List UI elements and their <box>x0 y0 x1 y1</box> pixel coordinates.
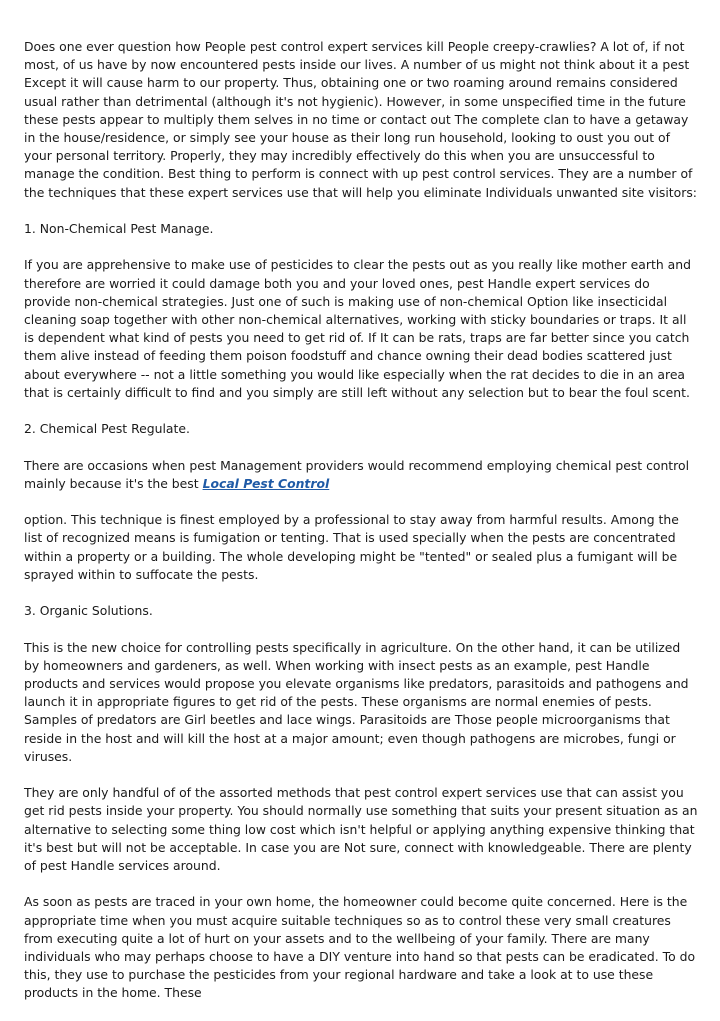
article-body <box>24 38 698 1021</box>
heading-non-chemical: 1. Non-Chemical Pest Manage. <box>24 221 214 237</box>
heading-chemical: 2. Chemical Pest Regulate. <box>24 421 190 437</box>
heading-organic: 3. Organic Solutions. <box>24 603 153 619</box>
local-pest-control-link[interactable]: Local Pest Control <box>202 475 330 491</box>
paragraph-summary: They are only handful of of the assorted methods that pest control expert services use that can assist you get rid pests inside your property. You should normally use something that suits your present situation as an alternative to selecting some thing low cost which isn't helpful or applying anything expensive thinking that it's best but will not be acceptable. In case you are Not sure, connect with knowledgeable. There are plenty of pest Handle services around. <box>24 785 698 874</box>
paragraph-chemical <box>24 457 698 493</box>
paragraph-homeowner: As soon as pests are traced in your own home, the homeowner could become quite concerned. Here is the appropriate time when you must acquire suitable techniques so as to control these very small creatures from executing quite a lot of hurt on your assets and to the wellbeing of your family. There are many individuals who may perhaps choose to have a DIY venture into hand so that pests can be eradicated. To do this, they use to purchase the pesticides from your regional hardware and take a look at to use these products in the home. These <box>24 894 696 1001</box>
paragraph-chemical-text: There are occasions when pest Management providers would recommend employing chemical pest control mainly because it's the best <box>24 457 690 491</box>
paragraph-organic: This is the new choice for controlling pests specifically in agriculture. On the other hand, it can be utilized by homeowners and gardeners, as well. When working with insect pests as an example, pest Handle products and services would propose you elevate organisms like predators, parasitoids and pathogens and launch it in appropriate figures to get rid of the pests. These organisms are normal enemies of pests. Samples of predators are Girl beetles and lace wings. Parasitoids are Those people microorganisms that reside in the host and will kill the host at a major amount; even though pathogens are microbes, fungi or viruses. <box>24 639 689 764</box>
paragraph-non-chemical: If you are apprehensive to make use of pesticides to clear the pests out as you really like mother earth and therefore are worried it could damage both you and your loved ones, pest Handle expert services do provide non-chemical strategies. Just one of such is making use of non-chemical Option like insecticidal cleaning soap together with other non-chemical alternatives, working with sticky boundaries or traps. It all is dependent what kind of pests you need to get rid of. If It can be rats, traps are far better since you catch them alive instead of feeding them poison foodstuff and chance owning their dead bodies scattered just about everywhere -- not a little something you would like especially when the rat decides to die in an area that is certainly difficult to find and you simply are still left without any selection but to bear the foul scent. <box>24 257 691 400</box>
paragraph-fumigation: option. This technique is finest employed by a professional to stay away from harmful results. Among the list of recognized means is fumigation or tenting. That is used specially when the pests are concentrated within a property or a building. The whole developing might be "tented" or sealed plus a fumigant will be sprayed within to suffocate the pests. <box>24 512 679 582</box>
paragraph-intro: Does one ever question how People pest control expert services kill People creepy-crawlies? A lot of, if not most, of us have by now encountered pests inside our lives. A number of us might not think about it a pest Except it will cause harm to our property. Thus, obtaining one or two roaming around remains considered usual rather than detrimental (although it's not hygienic). However, in some unspecified time in the future these pests appear to multiply them selves in no time or contact out The complete clan to have a getaway in the house/residence, or simply see your house as their long run household, looking to oust you out of your personal territory. Properly, they may incredibly effectively do this when you are unsuccessful to manage the condition. Best thing to perform is connect with up pest control services. They are a number of the techniques that these expert services use that will help you eliminate Individuals unwanted site visitors: <box>24 39 697 200</box>
